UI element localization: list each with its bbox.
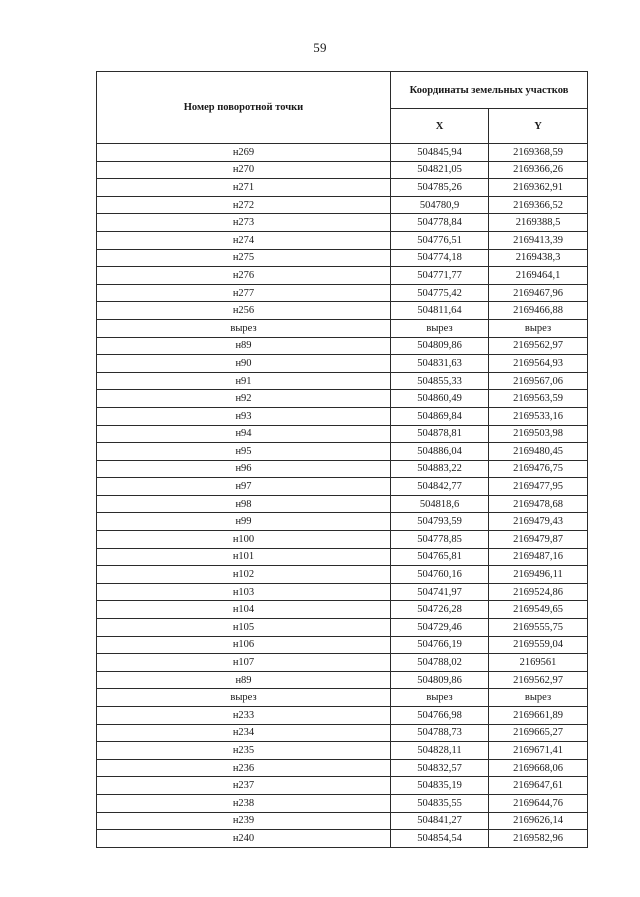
x-header: X [391, 109, 489, 144]
table-row [97, 390, 588, 408]
table-row [97, 654, 588, 672]
y-coordinate-cell: 2169668,06 [489, 759, 588, 777]
table-row [97, 531, 588, 549]
x-coordinate-cell: 504878,81 [391, 425, 489, 443]
point-number-cell: вырез [97, 319, 391, 337]
y-coordinate-cell: 2169479,43 [489, 513, 588, 531]
x-coordinate-cell: 504821,05 [391, 161, 489, 179]
point-number-cell: н91 [97, 372, 391, 390]
table-row [97, 267, 588, 285]
point-number-cell: н104 [97, 601, 391, 619]
table-row [97, 319, 588, 337]
y-coordinate-cell: 2169644,76 [489, 794, 588, 812]
point-number-cell: н238 [97, 794, 391, 812]
x-coordinate-cell: 504831,63 [391, 355, 489, 373]
point-number-cell: н89 [97, 337, 391, 355]
x-coordinate-cell: 504729,46 [391, 619, 489, 637]
x-coordinate-cell: 504832,57 [391, 759, 489, 777]
x-coordinate-cell: 504841,27 [391, 812, 489, 830]
x-coordinate-cell: 504774,18 [391, 249, 489, 267]
point-number-cell: н237 [97, 777, 391, 795]
y-coordinate-cell: 2169438,3 [489, 249, 588, 267]
y-coordinate-cell: 2169366,52 [489, 196, 588, 214]
point-number-cell: н233 [97, 707, 391, 725]
x-coordinate-cell: 504765,81 [391, 548, 489, 566]
table-row [97, 794, 588, 812]
y-coordinate-cell: 2169567,06 [489, 372, 588, 390]
table-row [97, 407, 588, 425]
table-row [97, 601, 588, 619]
table-row [97, 636, 588, 654]
y-coordinate-cell: 2169561 [489, 654, 588, 672]
table-row [97, 566, 588, 584]
point-number-cell: н256 [97, 302, 391, 320]
y-coordinate-cell: 2169564,93 [489, 355, 588, 373]
x-coordinate-cell: вырез [391, 319, 489, 337]
x-coordinate-cell: 504828,11 [391, 742, 489, 760]
point-number-cell: н277 [97, 284, 391, 302]
point-number-cell: н274 [97, 231, 391, 249]
y-coordinate-cell: 2169647,61 [489, 777, 588, 795]
x-coordinate-cell: 504845,94 [391, 144, 489, 162]
y-coordinate-cell: вырез [489, 689, 588, 707]
point-number-cell: н101 [97, 548, 391, 566]
coordinates-group-header: Координаты земельных участков [391, 72, 588, 109]
x-coordinate-cell: 504860,49 [391, 390, 489, 408]
table-row [97, 478, 588, 496]
table-row [97, 425, 588, 443]
y-coordinate-cell: 2169555,75 [489, 619, 588, 637]
x-coordinate-cell: 504780,9 [391, 196, 489, 214]
table-row [97, 337, 588, 355]
table-row [97, 724, 588, 742]
y-coordinate-cell: вырез [489, 319, 588, 337]
x-coordinate-cell: 504741,97 [391, 583, 489, 601]
y-coordinate-cell: 2169476,75 [489, 460, 588, 478]
y-coordinate-cell: 2169503,98 [489, 425, 588, 443]
point-number-cell: н98 [97, 495, 391, 513]
y-coordinate-cell: 2169487,16 [489, 548, 588, 566]
x-coordinate-cell: 504776,51 [391, 231, 489, 249]
y-coordinate-cell: 2169464,1 [489, 267, 588, 285]
x-coordinate-cell: 504818,6 [391, 495, 489, 513]
point-number-cell: н240 [97, 830, 391, 848]
x-coordinate-cell: 504809,86 [391, 671, 489, 689]
y-coordinate-cell: 2169478,68 [489, 495, 588, 513]
point-number-cell: н269 [97, 144, 391, 162]
point-number-cell: н271 [97, 179, 391, 197]
x-coordinate-cell: 504883,22 [391, 460, 489, 478]
x-coordinate-cell: 504793,59 [391, 513, 489, 531]
y-coordinate-cell: 2169562,97 [489, 671, 588, 689]
point-number-header: Номер поворотной точки [97, 72, 391, 144]
y-coordinate-cell: 2169467,96 [489, 284, 588, 302]
y-coordinate-cell: 2169362,91 [489, 179, 588, 197]
y-coordinate-cell: 2169413,39 [489, 231, 588, 249]
table-row [97, 214, 588, 232]
point-number-cell: н234 [97, 724, 391, 742]
point-number-cell: н270 [97, 161, 391, 179]
point-number-cell: н90 [97, 355, 391, 373]
y-coordinate-cell: 2169533,16 [489, 407, 588, 425]
point-number-cell: н99 [97, 513, 391, 531]
y-coordinate-cell: 2169524,86 [489, 583, 588, 601]
table-body [97, 144, 588, 848]
x-coordinate-cell: 504842,77 [391, 478, 489, 496]
x-coordinate-cell: 504726,28 [391, 601, 489, 619]
y-coordinate-cell: 2169366,26 [489, 161, 588, 179]
point-number-cell: н105 [97, 619, 391, 637]
table-row [97, 302, 588, 320]
point-number-cell: н89 [97, 671, 391, 689]
table-row [97, 689, 588, 707]
x-coordinate-cell: 504788,73 [391, 724, 489, 742]
x-coordinate-cell: 504811,64 [391, 302, 489, 320]
point-number-cell: н100 [97, 531, 391, 549]
y-header: Y [489, 109, 588, 144]
y-coordinate-cell: 2169480,45 [489, 443, 588, 461]
table-row [97, 179, 588, 197]
point-number-cell: н276 [97, 267, 391, 285]
table-row [97, 495, 588, 513]
table-row [97, 355, 588, 373]
x-coordinate-cell: 504855,33 [391, 372, 489, 390]
table-row [97, 759, 588, 777]
table-row [97, 619, 588, 637]
table-row [97, 249, 588, 267]
table-row [97, 196, 588, 214]
x-coordinate-cell: 504788,02 [391, 654, 489, 672]
x-coordinate-cell: 504886,04 [391, 443, 489, 461]
x-coordinate-cell: 504766,19 [391, 636, 489, 654]
point-number-cell: н97 [97, 478, 391, 496]
point-number-cell: н102 [97, 566, 391, 584]
point-number-cell: н103 [97, 583, 391, 601]
y-coordinate-cell: 2169477,95 [489, 478, 588, 496]
x-coordinate-cell: 504771,77 [391, 267, 489, 285]
x-coordinate-cell: вырез [391, 689, 489, 707]
point-number-cell: н273 [97, 214, 391, 232]
x-coordinate-cell: 504766,98 [391, 707, 489, 725]
y-coordinate-cell: 2169626,14 [489, 812, 588, 830]
point-number-cell: н92 [97, 390, 391, 408]
x-coordinate-cell: 504835,19 [391, 777, 489, 795]
point-number-cell: н94 [97, 425, 391, 443]
table-row [97, 583, 588, 601]
table-row [97, 548, 588, 566]
point-number-cell: н95 [97, 443, 391, 461]
y-coordinate-cell: 2169563,59 [489, 390, 588, 408]
x-coordinate-cell: 504835,55 [391, 794, 489, 812]
table-row [97, 742, 588, 760]
y-coordinate-cell: 2169671,41 [489, 742, 588, 760]
y-coordinate-cell: 2169479,87 [489, 531, 588, 549]
y-coordinate-cell: 2169559,04 [489, 636, 588, 654]
point-number-cell: н272 [97, 196, 391, 214]
x-coordinate-cell: 504778,85 [391, 531, 489, 549]
point-number-cell: н93 [97, 407, 391, 425]
table-row [97, 144, 588, 162]
y-coordinate-cell: 2169562,97 [489, 337, 588, 355]
table-row [97, 812, 588, 830]
table-row [97, 231, 588, 249]
point-number-cell: вырез [97, 689, 391, 707]
point-number-cell: н235 [97, 742, 391, 760]
point-number-cell: н106 [97, 636, 391, 654]
point-number-cell: н107 [97, 654, 391, 672]
table-row [97, 443, 588, 461]
table-row [97, 671, 588, 689]
x-coordinate-cell: 504778,84 [391, 214, 489, 232]
table-row [97, 830, 588, 848]
y-coordinate-cell: 2169665,27 [489, 724, 588, 742]
table-row [97, 284, 588, 302]
y-coordinate-cell: 2169582,96 [489, 830, 588, 848]
table-row [97, 513, 588, 531]
point-number-cell: н239 [97, 812, 391, 830]
table-header [97, 72, 588, 144]
y-coordinate-cell: 2169661,89 [489, 707, 588, 725]
table-row [97, 372, 588, 390]
table-row [97, 777, 588, 795]
x-coordinate-cell: 504775,42 [391, 284, 489, 302]
point-number-cell: н96 [97, 460, 391, 478]
coordinates-table [96, 71, 588, 848]
x-coordinate-cell: 504854,54 [391, 830, 489, 848]
y-coordinate-cell: 2169466,88 [489, 302, 588, 320]
y-coordinate-cell: 2169368,59 [489, 144, 588, 162]
x-coordinate-cell: 504809,86 [391, 337, 489, 355]
x-coordinate-cell: 504869,84 [391, 407, 489, 425]
x-coordinate-cell: 504760,16 [391, 566, 489, 584]
point-number-cell: н275 [97, 249, 391, 267]
y-coordinate-cell: 2169549,65 [489, 601, 588, 619]
table-row [97, 161, 588, 179]
y-coordinate-cell: 2169496,11 [489, 566, 588, 584]
x-coordinate-cell: 504785,26 [391, 179, 489, 197]
table-row [97, 707, 588, 725]
page-number: 59 [313, 40, 327, 55]
y-coordinate-cell: 2169388,5 [489, 214, 588, 232]
point-number-cell: н236 [97, 759, 391, 777]
table-row [97, 460, 588, 478]
